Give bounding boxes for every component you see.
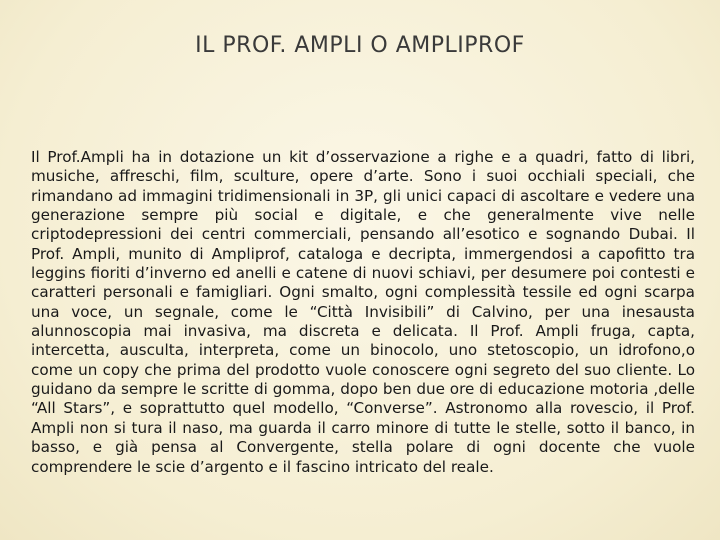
slide-title: IL PROF. AMPLI O AMPLIPROF <box>195 33 525 58</box>
slide-body-text: Il Prof.Ampli ha in dotazione un kit d’osservazione a righe e a quadri, fatto di libri, musiche, affreschi, film, sculture, opere d’arte. Sono i suoi occhiali speciali, che rimandano ad immagini tridimensionali in 3P, gli unici capaci di ascoltare e vedere una generazione sempre più social e digitale, e che generalmente vive nelle criptodepressioni dei centri commerciali, pensando all’esotico e sognando Dubai. Il Prof. Ampli, munito di Ampliprof, cataloga e decripta, immergendosi a capofitto tra leggins fioriti d’inverno ed anelli e catene di nuovi schiavi, per desumere poi contesti e caratteri personali e famigliari. Ogni smalto, ogni complessità tessile ed ogni scarpa una voce, un segnale, come le “Città Invisibili” di Calvino, per una inesausta alunnoscopia mai invasiva, ma discreta e delicata. Il Prof. Ampli fruga, capta, intercetta, ausculta, interpreta, come un binocolo, uno stetoscopio, un idrofono,o come un copy che prima del prodotto vuole conoscere ogni segreto del suo cliente. Lo guidano da sempre le scritte di gomma, dopo ben due ore di educazione motoria ,delle “All Stars”, e soprattutto quel modello, “Converse”. Astronomo alla rovescio, il Prof. Ampli non si tura il naso, ma guarda il carro minore di tutte le stelle, sotto il banco, in basso, e già pensa al Convergente, stella polare di ogni docente che vuole comprendere le scie d’argento e il fascino intricato del reale. <box>31 148 695 476</box>
